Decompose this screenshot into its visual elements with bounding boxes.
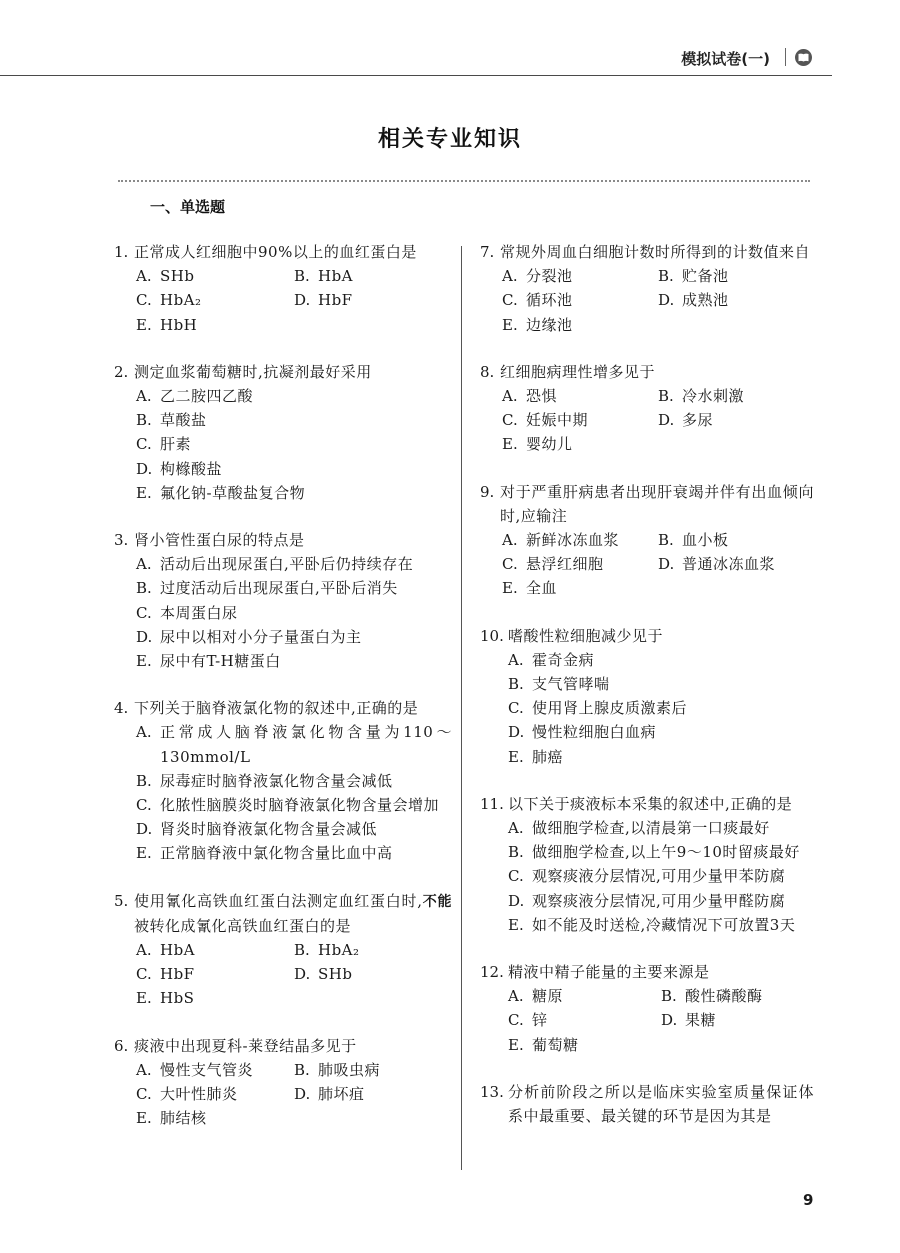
option-text: 尿中以相对小分子量蛋白为主 bbox=[160, 627, 362, 646]
answer-option bbox=[502, 313, 658, 337]
answer-option bbox=[136, 481, 452, 505]
option-text: 本周蛋白尿 bbox=[160, 603, 238, 622]
option-text: 枸橼酸盐 bbox=[160, 459, 223, 478]
option-letter: A. bbox=[136, 267, 152, 286]
option-text: 循环池 bbox=[526, 291, 573, 310]
option-text: 观察痰液分层情况,可用少量甲醛防腐 bbox=[532, 891, 786, 910]
page-number: 9 bbox=[803, 1191, 814, 1209]
option-letter: D. bbox=[658, 411, 675, 430]
option-text: 果糖 bbox=[685, 1011, 717, 1030]
option-text: 做细胞学检查,以上午9～10时留痰最好 bbox=[532, 843, 800, 862]
answer-option bbox=[508, 720, 814, 744]
answer-option bbox=[136, 1106, 294, 1130]
answer-option bbox=[502, 264, 658, 288]
option-letter: B. bbox=[658, 387, 674, 406]
question-stem-text: 分析前阶段之所以是临床实验室质量保证体系中最重要、最关键的环节是因为其是 bbox=[508, 1082, 814, 1126]
option-text: HbF bbox=[160, 965, 195, 984]
answer-option bbox=[136, 841, 452, 865]
option-text: 大叶性肺炎 bbox=[160, 1085, 238, 1104]
option-text: 使用肾上腺皮质激素后 bbox=[532, 699, 688, 718]
answer-option bbox=[294, 1082, 452, 1106]
section-heading: 一、单选题 bbox=[150, 198, 226, 216]
option-letter: D. bbox=[136, 459, 153, 478]
option-letter: B. bbox=[294, 1060, 310, 1079]
answer-options bbox=[114, 264, 452, 337]
option-text: 观察痰液分层情况,可用少量甲苯防腐 bbox=[532, 867, 786, 886]
answer-options bbox=[480, 984, 814, 1057]
answer-option bbox=[136, 1082, 294, 1106]
option-text: 边缘池 bbox=[526, 315, 573, 334]
answer-options bbox=[114, 384, 452, 505]
option-text: 全血 bbox=[526, 579, 558, 598]
answer-options bbox=[114, 938, 452, 1011]
option-letter: E. bbox=[136, 1109, 152, 1128]
answer-option bbox=[508, 816, 814, 840]
option-text: 妊娠中期 bbox=[526, 411, 589, 430]
answer-option bbox=[136, 384, 452, 408]
option-text: 冷水刺激 bbox=[682, 387, 745, 406]
question-stem-text: 嗜酸性粒细胞减少见于 bbox=[508, 626, 664, 645]
option-letter: C. bbox=[136, 796, 152, 815]
answer-option bbox=[658, 552, 814, 576]
option-text: HbA bbox=[160, 941, 196, 960]
option-letter: C. bbox=[502, 291, 518, 310]
answer-option bbox=[136, 457, 452, 481]
question-stem-text: 红细胞病理性增多见于 bbox=[500, 362, 656, 381]
option-text: HbA bbox=[318, 267, 354, 286]
option-text: 糖原 bbox=[532, 987, 564, 1006]
option-letter: B. bbox=[136, 579, 152, 598]
option-text: 葡萄糖 bbox=[532, 1035, 579, 1054]
option-letter: D. bbox=[294, 965, 311, 984]
option-letter: A. bbox=[502, 531, 518, 550]
option-letter: C. bbox=[508, 699, 524, 718]
option-letter: C. bbox=[136, 291, 152, 310]
header-separator bbox=[785, 48, 786, 66]
answer-options bbox=[114, 1058, 452, 1131]
question-stem bbox=[114, 360, 452, 384]
option-letter: C. bbox=[508, 1011, 524, 1030]
question-stem bbox=[480, 624, 814, 648]
option-letter: B. bbox=[294, 941, 310, 960]
answer-option bbox=[508, 745, 814, 769]
option-letter: E. bbox=[502, 579, 518, 598]
answer-option bbox=[508, 1008, 661, 1032]
question-number: 11. bbox=[480, 794, 504, 813]
question-1 bbox=[114, 240, 452, 337]
answer-option bbox=[294, 1058, 452, 1082]
option-letter: D. bbox=[136, 820, 153, 839]
question-stem-emphasis: 不能 bbox=[422, 893, 453, 910]
answer-option bbox=[136, 408, 452, 432]
answer-option bbox=[661, 984, 814, 1008]
option-letter: B. bbox=[136, 411, 152, 430]
option-letter: C. bbox=[136, 435, 152, 454]
option-letter: B. bbox=[136, 771, 152, 790]
question-9 bbox=[480, 480, 814, 601]
answer-option bbox=[136, 576, 452, 600]
question-number: 3. bbox=[114, 531, 129, 550]
answer-option bbox=[136, 769, 452, 793]
option-text: 血小板 bbox=[682, 531, 729, 550]
column-divider bbox=[461, 246, 462, 1170]
option-text: SHb bbox=[318, 965, 353, 984]
question-stem bbox=[480, 360, 814, 384]
answer-option bbox=[502, 432, 658, 456]
running-header bbox=[0, 44, 832, 76]
answer-option bbox=[508, 913, 814, 937]
option-letter: A. bbox=[508, 819, 524, 838]
option-text: 支气管哮喘 bbox=[532, 675, 610, 694]
answer-option bbox=[508, 696, 814, 720]
question-stem-text: 使用氰化高铁血红蛋白法测定血红蛋白时, bbox=[134, 891, 423, 910]
option-letter: A. bbox=[502, 267, 518, 286]
option-letter: C. bbox=[502, 411, 518, 430]
option-letter: E. bbox=[136, 483, 152, 502]
answer-option bbox=[136, 649, 452, 673]
option-text: HbH bbox=[160, 315, 198, 334]
option-text: SHb bbox=[160, 267, 195, 286]
question-stem bbox=[480, 1080, 814, 1128]
answer-option bbox=[294, 962, 452, 986]
question-number: 4. bbox=[114, 699, 129, 718]
answer-option bbox=[508, 648, 814, 672]
answer-option bbox=[502, 408, 658, 432]
question-stem-text: 精液中精子能量的主要来源是 bbox=[508, 963, 710, 982]
question-number: 5. bbox=[114, 891, 129, 910]
question-stem-text: 痰液中出现夏科-莱登结晶多见于 bbox=[134, 1036, 357, 1055]
option-letter: E. bbox=[508, 747, 524, 766]
right-column bbox=[480, 240, 814, 1151]
option-letter: C. bbox=[136, 1085, 152, 1104]
question-5 bbox=[114, 889, 452, 1011]
option-letter: E. bbox=[508, 1035, 524, 1054]
option-text: 锌 bbox=[532, 1011, 548, 1030]
answer-option bbox=[136, 720, 452, 768]
answer-option bbox=[661, 1008, 814, 1032]
option-letter: D. bbox=[658, 291, 675, 310]
option-letter: B. bbox=[294, 267, 310, 286]
option-text: 普通冰冻血浆 bbox=[682, 555, 776, 574]
answer-option bbox=[658, 408, 814, 432]
question-2 bbox=[114, 360, 452, 505]
question-7 bbox=[480, 240, 814, 337]
option-letter: C. bbox=[136, 965, 152, 984]
option-text: HbS bbox=[160, 989, 195, 1008]
option-letter: A. bbox=[136, 1060, 152, 1079]
option-text: 悬浮红细胞 bbox=[526, 555, 604, 574]
answer-options bbox=[480, 264, 814, 337]
option-letter: E. bbox=[136, 315, 152, 334]
question-13 bbox=[480, 1080, 814, 1128]
answer-option bbox=[136, 986, 294, 1010]
answer-option bbox=[658, 528, 814, 552]
question-stem bbox=[114, 1034, 452, 1058]
question-number: 7. bbox=[480, 243, 495, 261]
answer-option bbox=[658, 264, 814, 288]
option-letter: E. bbox=[508, 915, 524, 934]
answer-option bbox=[658, 288, 814, 312]
option-letter: B. bbox=[508, 843, 524, 862]
option-letter: A. bbox=[502, 387, 518, 406]
answer-option bbox=[294, 938, 452, 962]
option-text: 肺结核 bbox=[160, 1109, 207, 1128]
option-text: 活动后出现尿蛋白,平卧后仍持续存在 bbox=[160, 555, 414, 574]
option-text: HbF bbox=[318, 291, 353, 310]
option-text: 霍奇金病 bbox=[532, 650, 595, 669]
question-10 bbox=[480, 624, 814, 769]
question-number: 8. bbox=[480, 362, 495, 381]
answer-option bbox=[502, 576, 658, 600]
header-rule bbox=[0, 75, 832, 76]
question-stem bbox=[480, 792, 814, 816]
option-text: 酸性磷酸酶 bbox=[685, 987, 763, 1006]
answer-option bbox=[508, 864, 814, 888]
option-text: 婴幼儿 bbox=[526, 435, 573, 454]
answer-option bbox=[508, 984, 661, 1008]
option-letter: A. bbox=[136, 723, 152, 742]
option-text: 多尿 bbox=[682, 411, 714, 430]
page-title: 相关专业知识 bbox=[377, 127, 522, 152]
option-text: 肝素 bbox=[160, 435, 192, 454]
option-letter: E. bbox=[136, 989, 152, 1008]
question-6 bbox=[114, 1034, 452, 1131]
option-text: 尿毒症时脑脊液氯化物含量会减低 bbox=[160, 771, 393, 790]
answer-option bbox=[502, 384, 658, 408]
answer-option bbox=[508, 1033, 661, 1057]
answer-options bbox=[480, 648, 814, 769]
option-text: 乙二胺四乙酸 bbox=[160, 387, 254, 406]
option-letter: A. bbox=[136, 555, 152, 574]
question-stem-text: 以下关于痰液标本采集的叙述中,正确的是 bbox=[508, 794, 793, 813]
question-stem-text: 正常成人红细胞中90%以上的血红蛋白是 bbox=[134, 243, 417, 261]
answer-option bbox=[136, 625, 452, 649]
option-letter: B. bbox=[661, 987, 677, 1006]
question-number: 13. bbox=[480, 1082, 504, 1101]
option-letter: D. bbox=[658, 555, 675, 574]
dotted-divider bbox=[118, 180, 810, 182]
question-stem-text: 测定血浆葡萄糖时,抗凝剂最好采用 bbox=[134, 362, 372, 381]
question-number: 1. bbox=[114, 243, 129, 261]
question-stem-text: 被转化成氰化高铁血红蛋白的是 bbox=[134, 916, 352, 935]
left-column bbox=[114, 240, 452, 1154]
option-text: HbA₂ bbox=[318, 941, 360, 960]
option-text: 新鲜冰冻血浆 bbox=[526, 531, 620, 550]
option-text: 正常成人脑脊液氯化物含量为110～130mmol/L bbox=[160, 723, 452, 766]
question-stem-text: 常规外周血白细胞计数时所得到的计数值来自 bbox=[500, 243, 811, 261]
answer-option bbox=[136, 601, 452, 625]
option-text: 贮备池 bbox=[682, 267, 729, 286]
answer-options bbox=[114, 552, 452, 673]
answer-option bbox=[136, 432, 452, 456]
question-number: 9. bbox=[480, 482, 495, 501]
answer-option bbox=[508, 889, 814, 913]
option-text: 氟化钠-草酸盐复合物 bbox=[160, 483, 306, 502]
option-text: 过度活动后出现尿蛋白,平卧后消失 bbox=[160, 579, 398, 598]
option-letter: D. bbox=[294, 291, 311, 310]
question-stem-text: 下列关于脑脊液氯化物的叙述中,正确的是 bbox=[134, 699, 419, 718]
option-letter: C. bbox=[508, 867, 524, 886]
answer-option bbox=[508, 672, 814, 696]
answer-options bbox=[480, 384, 814, 457]
option-letter: E. bbox=[136, 844, 152, 863]
option-letter: C. bbox=[136, 603, 152, 622]
question-11 bbox=[480, 792, 814, 937]
option-text: 成熟池 bbox=[682, 291, 729, 310]
answer-option bbox=[136, 288, 294, 312]
option-text: 尿中有T-H糖蛋白 bbox=[160, 652, 281, 671]
question-stem bbox=[114, 696, 452, 720]
option-text: 如不能及时送检,冷藏情况下可放置3天 bbox=[532, 915, 796, 934]
option-text: 分裂池 bbox=[526, 267, 573, 286]
answer-option bbox=[294, 264, 452, 288]
question-12 bbox=[480, 960, 814, 1057]
question-stem bbox=[480, 480, 814, 528]
option-text: 肺癌 bbox=[532, 747, 564, 766]
question-number: 12. bbox=[480, 963, 504, 982]
answer-option bbox=[136, 1058, 294, 1082]
question-4 bbox=[114, 696, 452, 865]
answer-option bbox=[136, 817, 452, 841]
question-stem bbox=[480, 960, 814, 984]
option-letter: A. bbox=[508, 987, 524, 1006]
answer-option bbox=[502, 552, 658, 576]
option-text: HbA₂ bbox=[160, 291, 202, 310]
answer-option bbox=[502, 528, 658, 552]
option-letter: B. bbox=[658, 531, 674, 550]
option-letter: C. bbox=[502, 555, 518, 574]
option-text: 正常脑脊液中氯化物含量比血中高 bbox=[160, 844, 393, 863]
question-number: 6. bbox=[114, 1036, 129, 1055]
option-text: 肺坏疽 bbox=[318, 1085, 365, 1104]
answer-option bbox=[136, 313, 294, 337]
option-text: 化脓性脑膜炎时脑脊液氯化物含量会增加 bbox=[160, 796, 440, 815]
option-letter: B. bbox=[508, 675, 524, 694]
option-text: 做细胞学检查,以清晨第一口痰最好 bbox=[532, 819, 770, 838]
answer-option bbox=[502, 288, 658, 312]
option-text: 慢性支气管炎 bbox=[160, 1060, 254, 1079]
option-text: 肾炎时脑脊液氯化物含量会减低 bbox=[160, 820, 378, 839]
option-letter: D. bbox=[136, 627, 153, 646]
answer-option bbox=[294, 288, 452, 312]
option-letter: D. bbox=[294, 1085, 311, 1104]
answer-options bbox=[480, 528, 814, 601]
option-text: 恐惧 bbox=[526, 387, 558, 406]
option-text: 肺吸虫病 bbox=[318, 1060, 381, 1079]
question-stem bbox=[114, 528, 452, 552]
book-icon bbox=[795, 49, 812, 66]
answer-option bbox=[136, 793, 452, 817]
option-letter: A. bbox=[136, 387, 152, 406]
answer-option bbox=[136, 962, 294, 986]
question-stem-text: 对于严重肝病患者出现肝衰竭并伴有出血倾向时,应输注 bbox=[500, 482, 814, 525]
question-number: 10. bbox=[480, 626, 504, 645]
question-3 bbox=[114, 528, 452, 673]
option-text: 草酸盐 bbox=[160, 411, 207, 430]
option-letter: B. bbox=[658, 267, 674, 286]
question-number: 2. bbox=[114, 362, 129, 381]
answer-option bbox=[136, 938, 294, 962]
option-letter: E. bbox=[502, 315, 518, 334]
answer-option bbox=[658, 384, 814, 408]
option-letter: A. bbox=[136, 941, 152, 960]
question-8 bbox=[480, 360, 814, 457]
question-stem bbox=[114, 240, 452, 264]
option-letter: D. bbox=[508, 891, 525, 910]
running-title: 模拟试卷(一) bbox=[681, 50, 770, 68]
option-letter: A. bbox=[508, 650, 524, 669]
option-letter: D. bbox=[661, 1011, 678, 1030]
option-letter: E. bbox=[502, 435, 518, 454]
option-text: 慢性粒细胞白血病 bbox=[532, 723, 657, 742]
answer-option bbox=[136, 552, 452, 576]
question-stem-text: 肾小管性蛋白尿的特点是 bbox=[134, 531, 305, 550]
option-letter: D. bbox=[508, 723, 525, 742]
answer-options bbox=[480, 816, 814, 937]
question-stem bbox=[114, 889, 452, 938]
option-letter: E. bbox=[136, 652, 152, 671]
answer-option bbox=[136, 264, 294, 288]
answer-options bbox=[114, 720, 452, 865]
question-stem bbox=[480, 240, 814, 264]
answer-option bbox=[508, 840, 814, 864]
